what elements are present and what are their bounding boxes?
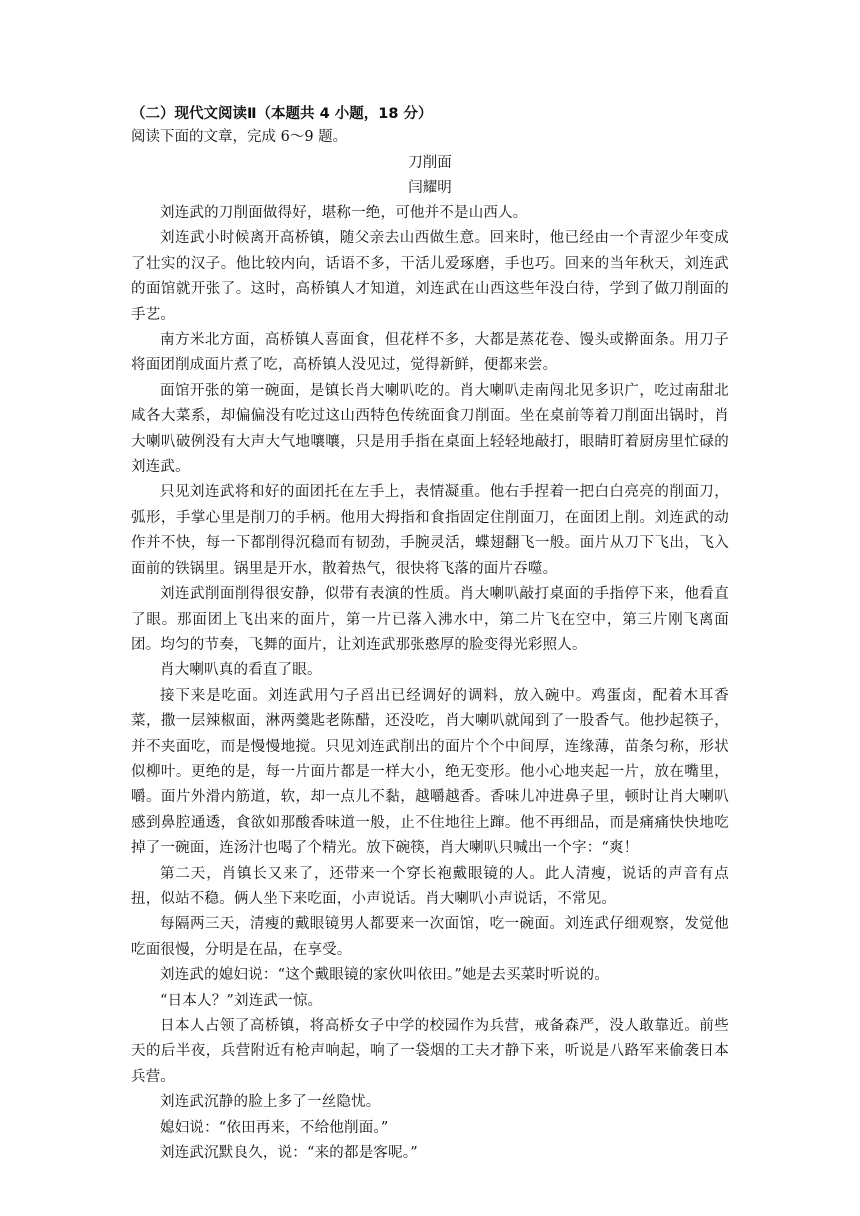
document-content [131,103,729,1166]
paragraph-5: 只见刘连武将和好的面团托在左手上，表情凝重。他右手捏着一把白白亮亮的削面刀，弧形，手掌心里是削刀的手柄。他用大拇指和食指固定住削面刀，在面团上削。刘连武的动作并不快，每一下都削得沉稳而有韧劲，手腕灵活，蝶翅翻飞一般。面片从刀下飞出，飞入面前的铁锅里。锅里是开水，散着热气，很快将飞落的面片吞噬。 [131,484,729,577]
paragraph-15: 媳妇说：“依田再来，不给他削面。” [160,1119,389,1136]
article-author: 闫耀明 [408,180,452,196]
paragraph-8: 接下来是吃面。刘连武用勺子舀出已经调好的调料，放入碗中。鸡蛋卤，配着木耳香菜，撒一层辣椒面，淋两羹匙老陈醋，还没吃，肖大喇叭就闻到了一股香气。他抄起筷子，并不夹面吃，而是慢慢地搅。只见刘连武削出的面片个个中间厚，连缘薄，苗条匀称，形状似柳叶。更绝的是，每一片面片都是一样大小，绝无变形。他小心地夹起一片，放在嘴里，嚼。面片外滑内筋道，软，却一点儿不黏，越嚼越香。香味儿冲进鼻子里，顿时让肖大喇叭感到鼻腔通透，食欲如那酸香味道一般，止不住地往上蹿。他不再细品，而是痛痛快快地吃掉了一碗面，连汤汁也喝了个精光。放下碗筷，肖大喇叭只喊出一个字：“爽！ [131,687,729,857]
paragraph-14: 刘连武沉静的脸上多了一丝隐忧。 [160,1094,381,1111]
paragraph-4: 面馆开张的第一碗面，是镇长肖大喇叭吃的。肖大喇叭走南闯北见多识广，吃过南甜北咸各大菜系，却偏偏没有吃过这山西特色传统面食刀削面。坐在桌前等着刀削面出锅时，肖大喇叭破例没有大声大气地嚷嚷，只是用手指在桌面上轻轻地敲打，眼睛盯着厨房里忙碌的刘连武。 [131,382,729,476]
reading-instruction: 阅读下面的文章，完成 6～9 题。 [131,129,348,145]
paragraph-7: 肖大喇叭真的看直了眼。 [160,662,322,679]
paragraph-10: 每隔两三天，清瘦的戴眼镜男人都要来一次面馆，吃一碗面。刘连武仔细观察，发觉他吃面很慢，分明是在品，在享受。 [131,916,729,958]
paragraph-12: “日本人？”刘连武一惊。 [160,992,323,1009]
paragraph-6: 刘连武削面削得很安静，似带有表演的性质。肖大喇叭敲打桌面的手指停下来，他看直了眼。那面团上飞出来的面片，第一片已落入沸水中，第二片飞在空中，第三片刚飞离面团。均匀的节奏，飞舞的面片，让刘连武那张憨厚的脸变得光彩照人。 [131,586,729,653]
paragraph-11: 刘连武的媳妇说：“这个戴眼镜的家伙叫依田。”她是去买菜时听说的。 [160,967,609,984]
paragraph-13: 日本人占领了高桥镇，将高桥女子中学的校园作为兵营，戒备森严，没人敢靠近。前些天的后半夜，兵营附近有枪声响起，响了一袋烟的工夫才静下来，听说是八路军来偷袭日本兵营。 [131,1018,729,1085]
paragraph-16: 刘连武沉默良久，说：“来的都是客呢。” [160,1145,418,1162]
article-title: 刀削面 [408,155,452,171]
paragraph-3: 南方米北方面，高桥镇人喜面食，但花样不多，大都是蒸花卷、馒头或擀面条。用刀子将面团削成面片煮了吃，高桥镇人没见过，觉得新鲜，便都来尝。 [131,332,729,374]
paragraph-1: 刘连武的刀削面做得好，堪称一绝，可他并不是山西人。 [160,205,528,221]
paragraph-2: 刘连武小时候离开高桥镇，随父亲去山西做生意。回来时，他已经由一个青涩少年变成了壮实的汉子。他比较内向，话语不多，干活儿爱琢磨，手也巧。回来的当年秋天，刘连武的面馆就开张了。这时，高桥镇人才知道，刘连武在山西这些年没白待，学到了做刀削面的手艺。 [131,230,729,323]
section-title: （二）现代文阅读Ⅱ（本题共 4 小题，18 分） [131,106,433,122]
paragraph-9: 第二天，肖镇长又来了，还带来一个穿长袍戴眼镜的人。此人清瘦，说话的声音有点扭，似站不稳。俩人坐下来吃面，小声说话。肖大喇叭小声说话，不常见。 [131,865,729,907]
